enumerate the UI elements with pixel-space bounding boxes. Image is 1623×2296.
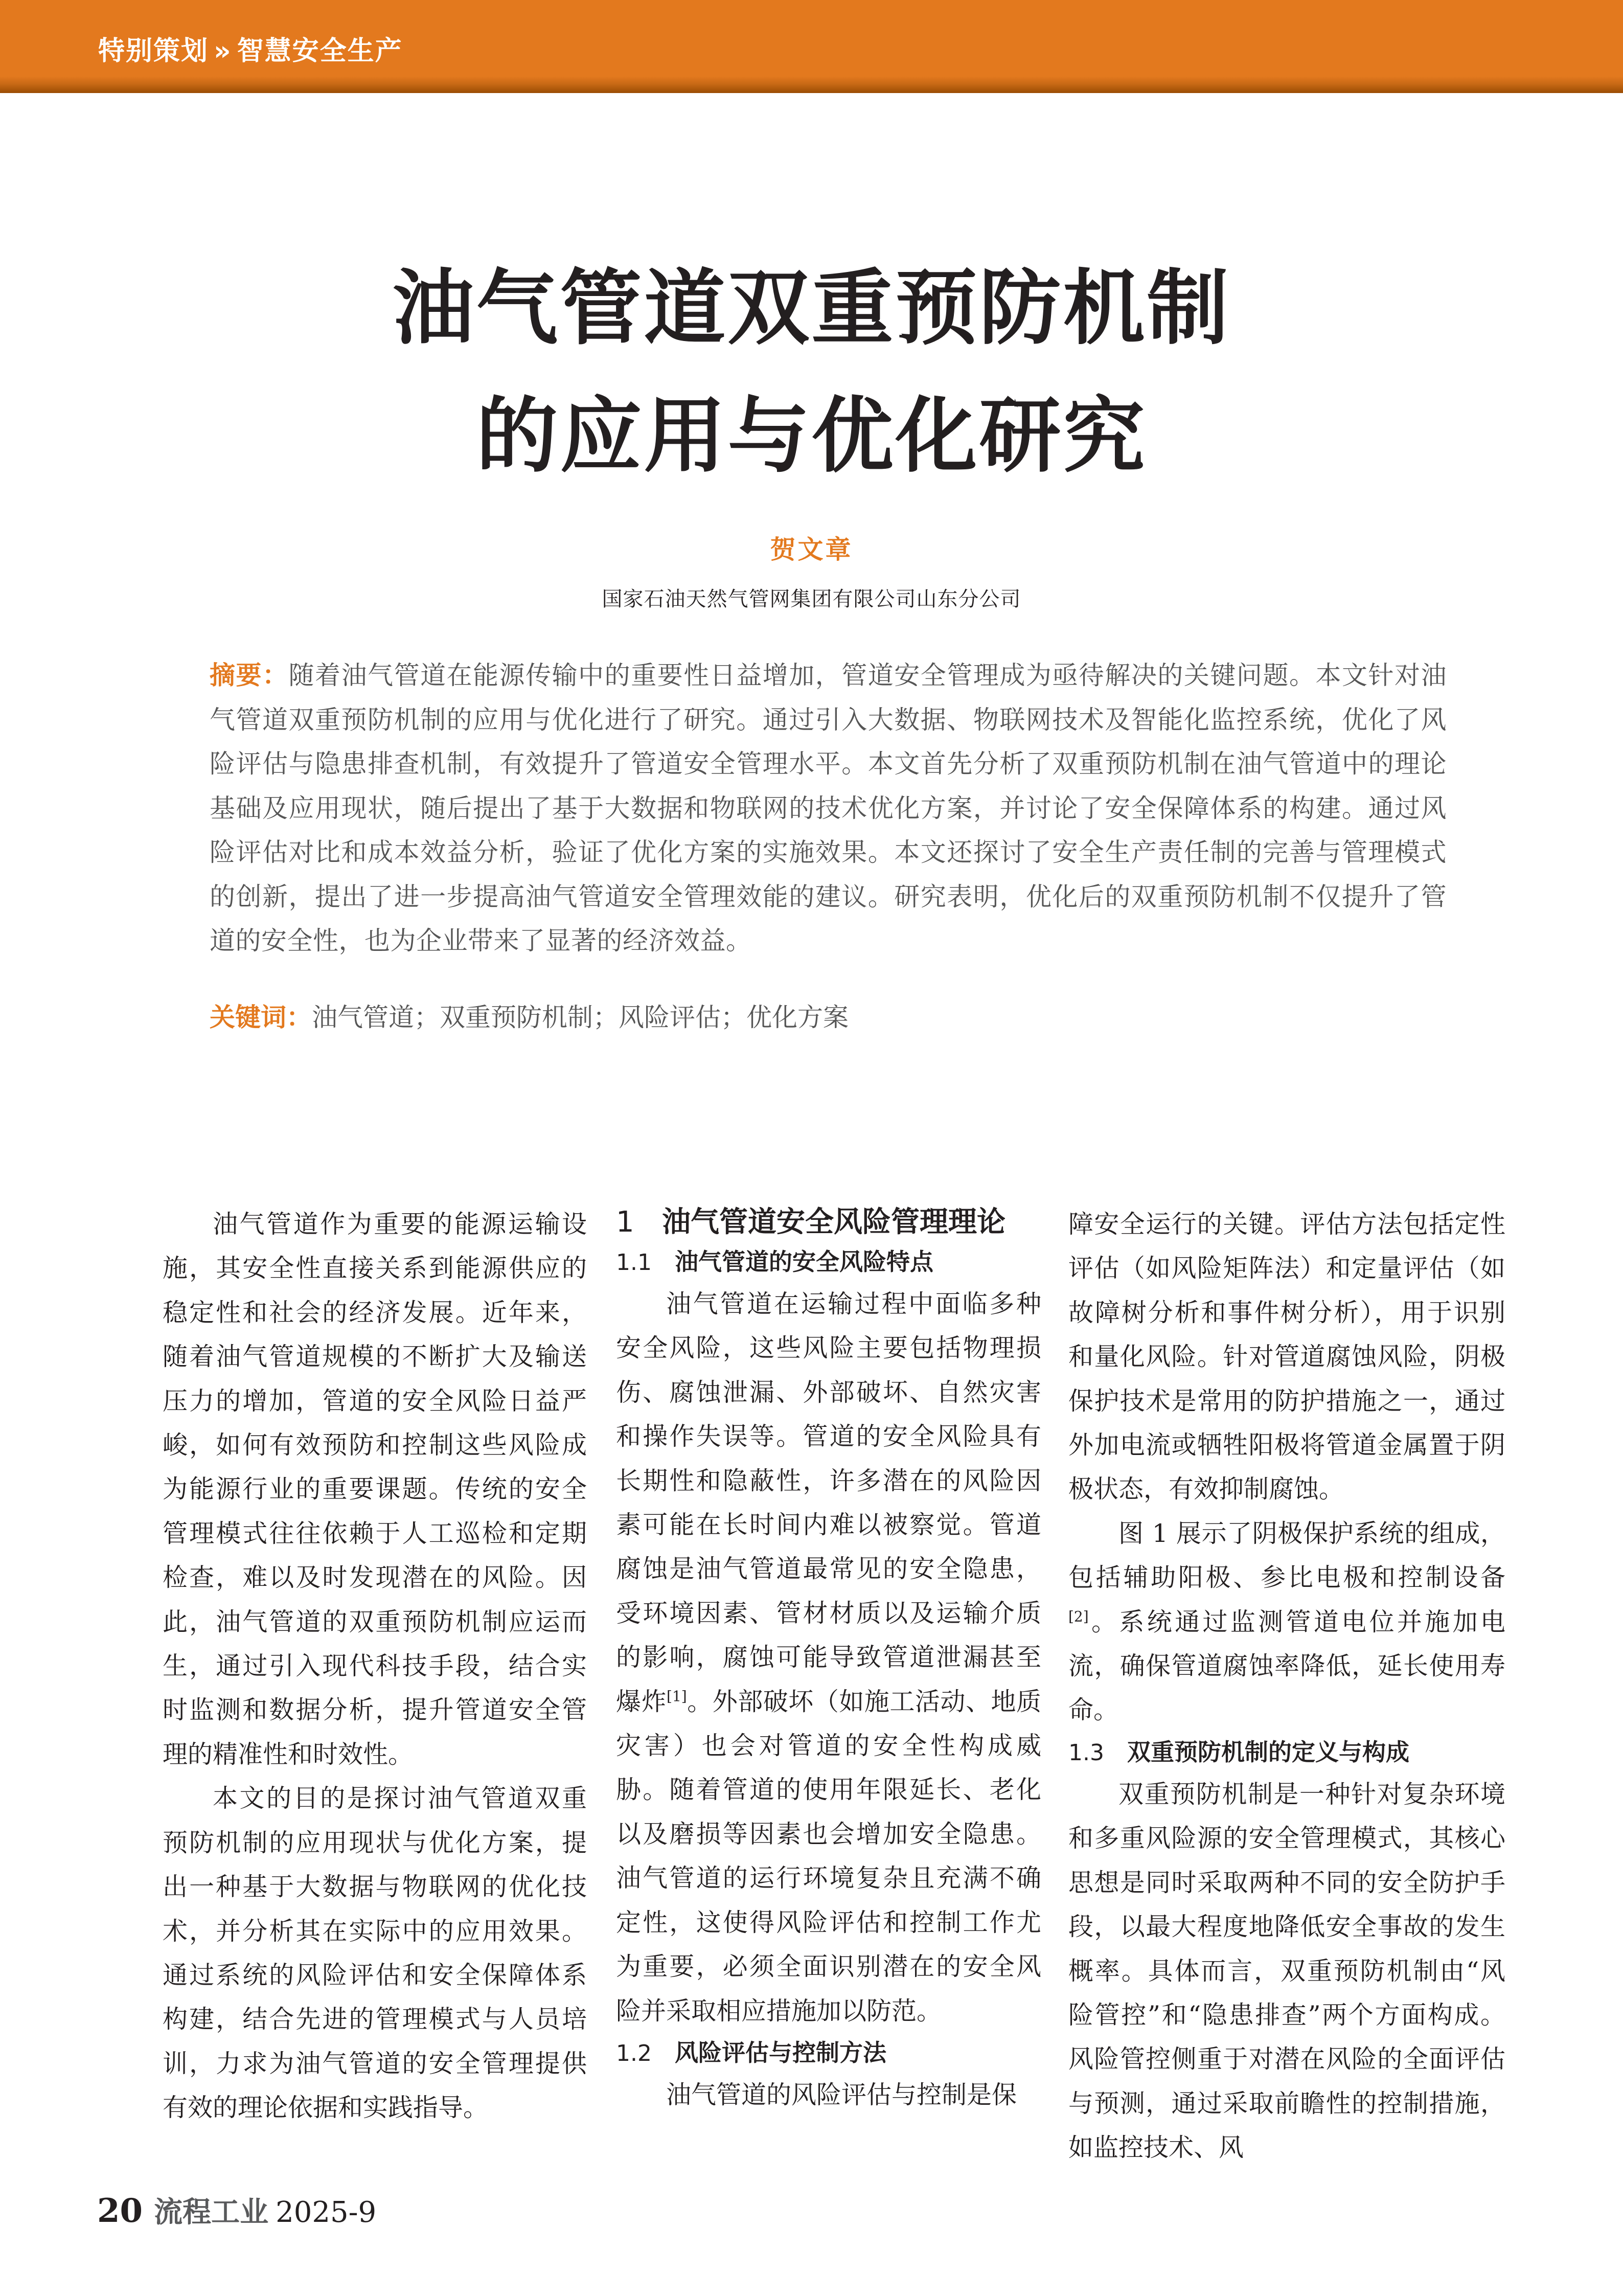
subsection-number: 1.2	[616, 2040, 652, 2066]
topic-label: 智慧安全生产	[237, 36, 403, 66]
intro-paragraph-1: 油气管道作为重要的能源运输设施，其安全性直接关系到能源供应的稳定性和社会的经济发展。近年来，随着油气管道规模的不断扩大及输送压力的增加，管道的安全风险日益严峻，如何有效预防和控制这些风险成为能源行业的重要课题。传统的安全管理模式往往依赖于人工巡检和定期检查，难以及时发现潜在的风险。因此，油气管道的双重预防机制应运而生，通过引入现代科技手段，结合实时监测和数据分析，提升管道安全管理的精准性和时效性。	[163, 1210, 587, 1769]
section-number: 1	[616, 1206, 634, 1239]
section-header-bar	[0, 0, 1623, 93]
citation-ref[interactable]: [1]	[667, 1688, 687, 1705]
subsection-title: 双重预防机制的定义与构成	[1127, 1738, 1409, 1766]
subsection-heading-1-2	[616, 2033, 1041, 2073]
keywords	[210, 999, 849, 1035]
journal-name: 流程工业	[154, 2195, 269, 2229]
author-name: 贺文章	[770, 535, 853, 564]
title-line-1: 油气管道双重预防机制	[392, 260, 1231, 356]
section-label: 特别策划	[98, 36, 209, 66]
page-number: 20	[97, 2192, 143, 2230]
paragraph-1-2-a-continued: 障安全运行的关键。评估方法包括定性评估（如风险矩阵法）和定量评估（如故障树分析和事件树分析），用于识别和量化风险。针对管道腐蚀风险，阴极保护技术是常用的防护措施之一，通过外加电流或牺牲阳极将管道金属置于阴极状态，有效抑制腐蚀。	[1068, 1210, 1505, 1504]
paragraph-text: 。外部破坏（如施工活动、地质灾害）也会对管道的安全性构成威胁。随着管道的使用年限延长、老化以及磨损等因素也会增加安全隐患。油气管道的运行环境复杂且充满不确定性，这使得风险评估和控制工作尤为重要，必须全面识别潜在的安全风险并采取相应措施加以防范。	[616, 1687, 1041, 2026]
section-header	[98, 36, 403, 66]
subsection-number: 1.3	[1068, 1739, 1104, 1766]
paragraph-1-1	[616, 1282, 1041, 2033]
subsection-title: 风险评估与控制方法	[675, 2038, 886, 2066]
paragraph-text: 油气管道在运输过程中面临多种安全风险，这些风险主要包括物理损伤、腐蚀泄漏、外部破坏、自然灾害和操作失误等。管道的安全风险具有长期性和隐蔽性，许多潜在的风险因素可能在长时间内难以被察觉。管道腐蚀是油气管道最常见的安全隐患，受环境因素、管材材质以及运输介质的影响，腐蚀可能导致管道泄漏甚至爆炸	[616, 1289, 1041, 1716]
body-column-middle	[616, 1202, 1041, 2117]
paragraph-1-2-a: 油气管道的风险评估与控制是保	[666, 2080, 1017, 2109]
section-heading-1	[616, 1202, 1041, 1242]
journal-issue: 2025-9	[276, 2196, 377, 2229]
intro-paragraph-2: 本文的目的是探讨油气管道双重预防机制的应用现状与优化方案，提出一种基于大数据与物联网的优化技术，并分析其在实际中的应用效果。通过系统的风险评估和安全保障体系构建，结合先进的管理模式与人员培训，力求为油气管道的安全管理提供有效的理论依据和实践指导。	[163, 1784, 587, 2123]
section-title: 油气管道安全风险管理理论	[662, 1206, 1005, 1239]
subsection-heading-1-3	[1068, 1733, 1505, 1772]
paragraph-1-2-b	[1068, 1512, 1505, 1733]
subsection-heading-1-1	[616, 1242, 1041, 1282]
paragraph-text: 。系统通过监测管道电位并施加电流，确保管道腐蚀率降低，延长使用寿命。	[1068, 1607, 1505, 1725]
keywords-label: 关键词：	[210, 1003, 312, 1032]
right-column-flow	[1068, 1202, 1505, 1512]
paragraph-1-3: 双重预防机制是一种针对复杂环境和多重风险源的安全管理模式，其核心思想是同时采取两种不同的安全防护手段，以最大程度地降低安全事故的发生概率。具体而言，双重预防机制由“风险管控”和“隐患排查”两个方面构成。风险管控侧重于对潜在风险的全面评估与预测，通过采取前瞻性的控制措施，如监控技术、风	[1068, 1779, 1505, 2163]
subsection-number: 1.1	[616, 1249, 652, 1276]
body-column-right	[1068, 1202, 1505, 2170]
subsection-title: 油气管道的安全风险特点	[675, 1248, 933, 1276]
article-title	[0, 244, 1623, 500]
abstract-text: 随着油气管道在能源传输中的重要性日益增加，管道安全管理成为亟待解决的关键问题。本文针对油气管道双重预防机制的应用与优化进行了研究。通过引入大数据、物联网技术及智能化监控系统，优化了风险评估与隐患排查机制，有效提升了管道安全管理水平。本文首先分析了双重预防机制在油气管道中的理论基础及应用现状，随后提出了基于大数据和物联网的技术优化方案，并讨论了安全保障体系的构建。通过风险评估对比和成本效益分析，验证了优化方案的实施效果。本文还探讨了安全生产责任制的完善与管理模式的创新，提出了进一步提高油气管道安全管理效能的建议。研究表明，优化后的双重预防机制不仅提升了管道的安全性，也为企业带来了显著的经济效益。	[210, 661, 1447, 956]
title-line-2: 的应用与优化研究	[476, 388, 1147, 484]
paragraph-text: 图 1 展示了阴极保护系统的组成，包括辅助阳极、参比电极和控制设备	[1068, 1518, 1505, 1593]
page-footer	[97, 2193, 376, 2237]
abstract-label: 摘要：	[210, 661, 289, 690]
abstract	[210, 653, 1447, 963]
keywords-text: 油气管道；双重预防机制；风险评估；优化方案	[312, 1003, 849, 1032]
author-affiliation: 国家石油天然气管网集团有限公司山东分公司	[602, 587, 1021, 611]
citation-ref[interactable]: [2]	[1068, 1608, 1089, 1625]
body-column-left	[163, 1202, 587, 2130]
chevron-right-double-icon: »	[214, 36, 232, 66]
